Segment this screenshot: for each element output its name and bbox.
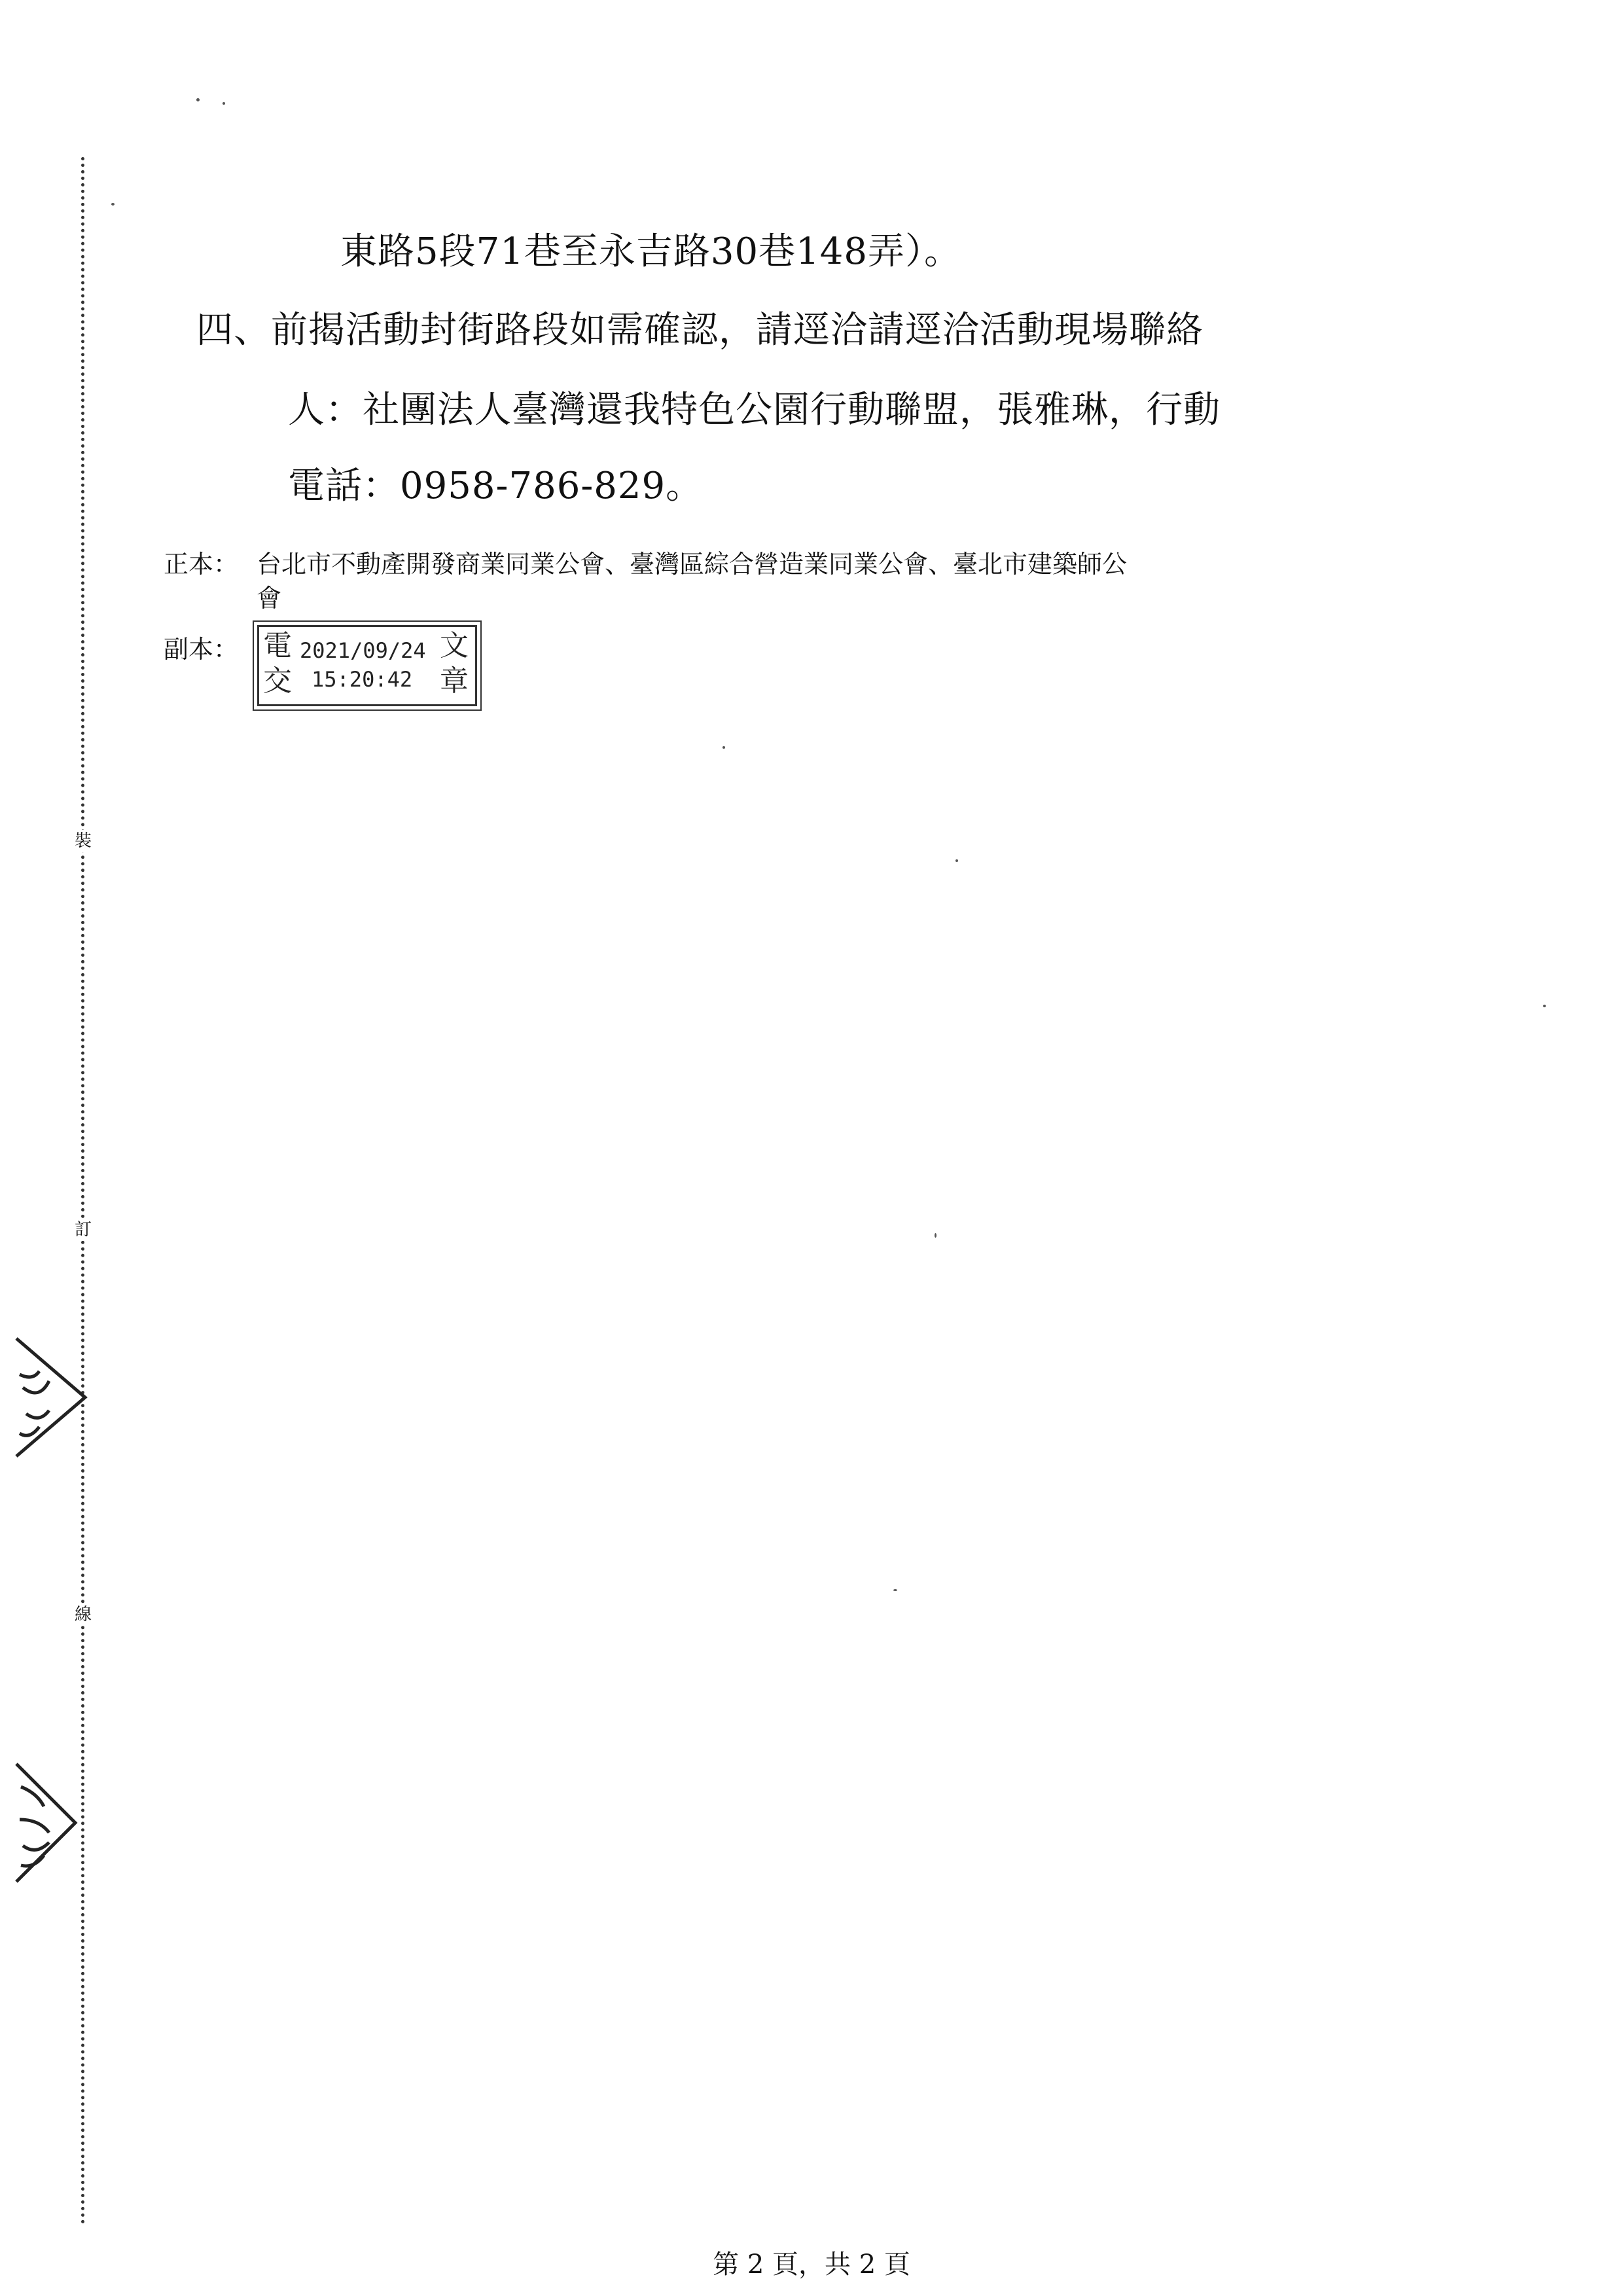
original-recipients-line-1: 台北市不動產開發商業同業公會、臺灣區綜合營造業同業公會、臺北市建築師公 (257, 550, 1128, 579)
margin-seal-stamp-top (13, 1335, 92, 1460)
page-footer: 第 2 頁，共 2 頁 (713, 2250, 910, 2280)
scan-speck (111, 203, 115, 206)
electronic-exchange-stamp (257, 625, 477, 706)
original-recipients-label: 正本： (164, 550, 239, 579)
binding-mark-xian: 線 (74, 1605, 92, 1624)
body-line-1: 東路5段71巷至永吉路30巷148弄）。 (340, 230, 962, 273)
scan-speck (955, 859, 958, 862)
body-line-2: 四、前揭活動封街路段如需確認，請逕洽請逕洽活動現場聯絡 (196, 309, 1204, 351)
copy-recipients-label: 副本： (164, 635, 239, 664)
stamp-char-dian: 電 (263, 629, 292, 662)
scan-speck (1543, 1005, 1546, 1007)
scan-speck (893, 1589, 897, 1591)
scan-speck (223, 102, 225, 105)
scan-speck (935, 1233, 936, 1238)
binding-dotted-line (81, 157, 84, 2225)
binding-mark-zhuang: 裝 (74, 831, 92, 851)
stamp-time: 15:20:42 (312, 667, 413, 692)
binding-mark-ding: 訂 (74, 1220, 92, 1240)
original-recipients-line-2: 會 (257, 584, 282, 613)
stamp-char-jiao: 交 (263, 664, 292, 698)
stamp-char-wen: 文 (440, 629, 469, 662)
body-line-4: 電話：0958-786-829。 (288, 465, 704, 507)
stamp-char-zhang: 章 (440, 664, 469, 698)
margin-seal-stamp-bottom (13, 1761, 92, 1885)
body-line-3: 人：社團法人臺灣還我特色公園行動聯盟，張雅琳，行動 (288, 389, 1221, 431)
scan-speck (722, 746, 725, 749)
scan-speck (196, 98, 200, 101)
stamp-date: 2021/09/24 (300, 638, 426, 663)
